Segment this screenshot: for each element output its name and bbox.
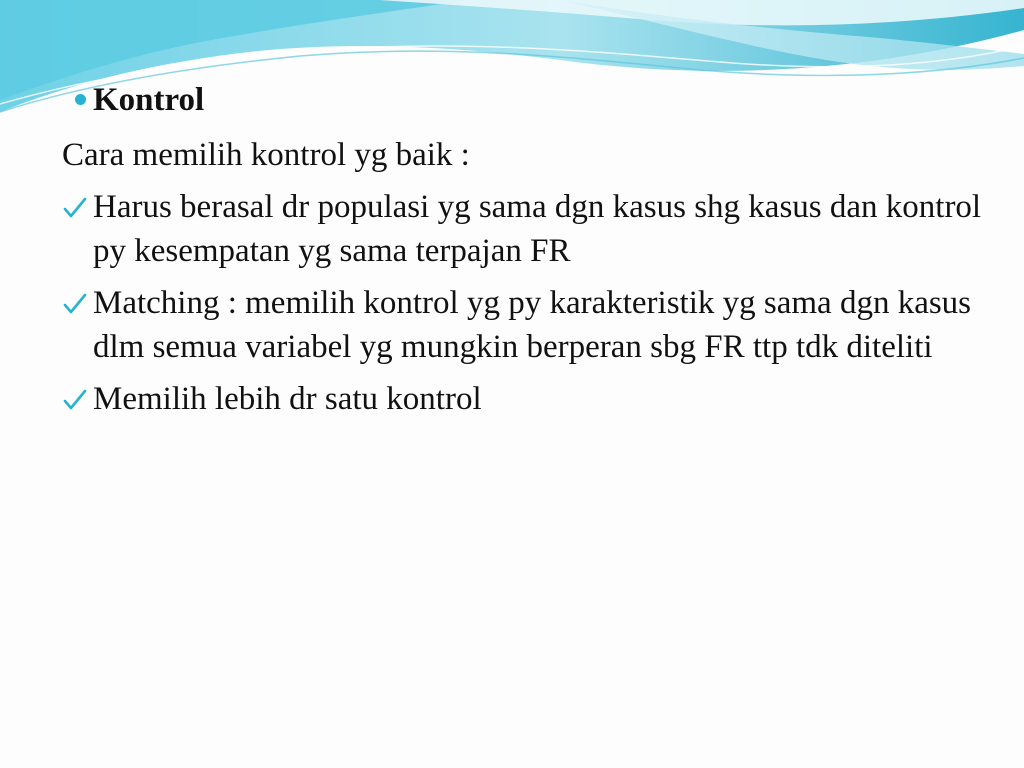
check-list: [62, 185, 992, 421]
check-icon: [62, 293, 88, 315]
slide-content: [62, 78, 992, 421]
slide-heading: Kontrol: [93, 82, 205, 118]
dot-bullet-icon: [75, 94, 86, 105]
list-item: [62, 281, 992, 369]
list-item-text: Memilih lebih dr satu kontrol: [93, 381, 482, 417]
list-item-text: Matching : memilih kontrol yg py karakteristik yg sama dgn kasus dlm semua variabel yg mungkin berperan sbg FR ttp tdk diteliti: [93, 285, 972, 365]
check-icon: [62, 389, 88, 411]
list-item-text: Harus berasal dr populasi yg sama dgn kasus shg kasus dan kontrol py kesempatan yg sama terpajan FR: [93, 189, 982, 269]
intro-text: Cara memilih kontrol yg baik :: [62, 137, 470, 173]
heading-row: [62, 78, 992, 122]
list-item: [62, 185, 992, 273]
list-item: [62, 377, 992, 421]
check-icon: [62, 197, 88, 219]
